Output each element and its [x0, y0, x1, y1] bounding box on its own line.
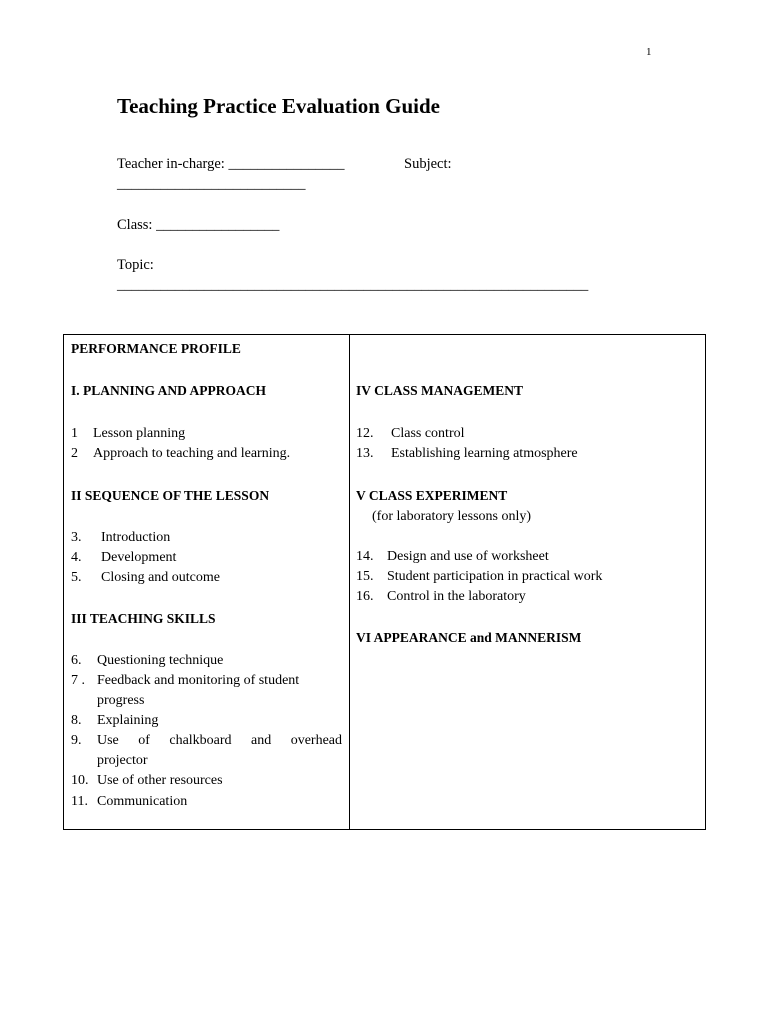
section-heading-planning: I. PLANNING AND APPROACH — [71, 383, 267, 398]
item-text: Introduction — [101, 530, 171, 545]
profile-heading: PERFORMANCE PROFILE — [71, 341, 241, 356]
list-item — [71, 569, 341, 587]
section-note: (for laboratory lessons only) — [372, 509, 532, 524]
list-item — [71, 732, 341, 750]
class-field — [117, 216, 279, 234]
item-number: 9. — [71, 733, 82, 748]
item-number: 16. — [356, 589, 374, 604]
item-text: Student participation in practical work — [387, 569, 603, 584]
subject-blank: __________________________ — [117, 176, 306, 192]
item-number: 10. — [71, 773, 89, 788]
list-item — [71, 529, 341, 547]
item-number: 11. — [71, 794, 88, 809]
item-word: Use — [97, 733, 119, 748]
item-text: Design and use of worksheet — [387, 549, 549, 564]
item-number: 1 — [71, 426, 78, 441]
item-number: 5. — [71, 570, 82, 585]
item-number: 6. — [71, 653, 82, 668]
item-number: 8. — [71, 713, 82, 728]
teacher-label: Teacher in-charge: — [117, 156, 225, 172]
item-number: 13. — [356, 446, 374, 461]
item-word: and — [251, 733, 272, 748]
list-item — [71, 652, 341, 670]
item-number: 4. — [71, 550, 82, 565]
item-text: Establishing learning atmosphere — [391, 446, 578, 461]
list-item — [71, 549, 341, 567]
list-item — [356, 425, 696, 443]
list-item — [71, 772, 341, 790]
item-text: Lesson planning — [93, 426, 186, 441]
performance-profile-table — [63, 334, 706, 830]
item-text: Questioning technique — [97, 653, 224, 668]
item-text-justified — [97, 732, 342, 750]
topic-blank: _________________________________________________________________ — [117, 277, 589, 293]
item-number: 14. — [356, 549, 374, 564]
list-item — [71, 425, 341, 443]
item-text: Approach to teaching and learning. — [93, 446, 291, 461]
list-item — [71, 793, 341, 811]
item-text: Feedback and monitoring of student — [97, 673, 300, 688]
item-number: 12. — [356, 426, 374, 441]
section-heading-teaching-skills: III TEACHING SKILLS — [71, 611, 216, 626]
item-text: Control in the laboratory — [387, 589, 526, 604]
item-text: Development — [101, 550, 177, 565]
item-text: Class control — [391, 426, 465, 441]
item-number: 3. — [71, 530, 82, 545]
item-word: of — [138, 733, 150, 748]
section-heading-class-experiment: V CLASS EXPERIMENT — [356, 488, 508, 503]
section-heading-appearance: VI APPEARANCE and MANNERISM — [356, 630, 582, 645]
item-text: Use of other resources — [97, 773, 223, 788]
list-item-continuation: progress — [97, 693, 145, 708]
item-word: overhead — [290, 733, 342, 748]
class-blank: _________________ — [156, 217, 280, 233]
list-item — [71, 712, 341, 730]
class-label: Class: — [117, 217, 153, 233]
item-text: Closing and outcome — [101, 570, 220, 585]
section-heading-sequence: II SEQUENCE OF THE LESSON — [71, 488, 270, 503]
list-item — [356, 445, 696, 463]
teacher-blank: ________________ — [228, 156, 345, 172]
item-word: chalkboard — [169, 733, 232, 748]
list-item-continuation: projector — [97, 753, 148, 768]
item-number: 7 . — [71, 673, 85, 688]
list-item — [356, 588, 696, 606]
item-text: Explaining — [97, 713, 159, 728]
item-number: 2 — [71, 446, 78, 461]
document-title: Teaching Practice Evaluation Guide — [117, 94, 440, 118]
page-number: 1 — [646, 46, 652, 58]
item-number: 15. — [356, 569, 374, 584]
list-item — [356, 568, 696, 586]
list-item — [356, 548, 696, 566]
topic-label: Topic: — [117, 257, 154, 273]
list-item — [71, 672, 341, 690]
teacher-field — [117, 155, 344, 173]
subject-label: Subject: — [404, 156, 452, 172]
list-item — [71, 445, 341, 463]
column-divider — [349, 335, 350, 829]
section-heading-class-management: IV CLASS MANAGEMENT — [356, 383, 524, 398]
item-text: Communication — [97, 794, 188, 809]
